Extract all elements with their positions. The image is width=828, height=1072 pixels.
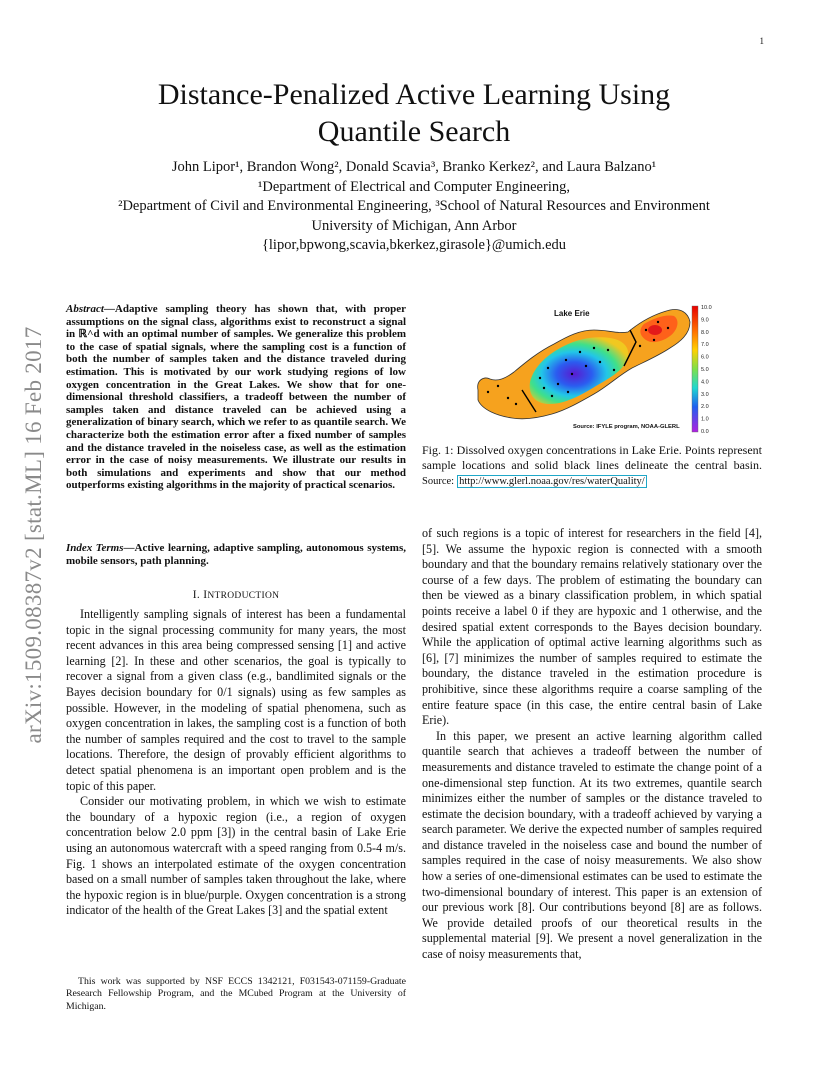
abstract-label: Abstract — [66, 303, 104, 315]
author-names: John Lipor¹, Brandon Wong², Donald Scavia³, Branko Kerkez², and Laura Balzano¹ — [171, 159, 657, 175]
left-column-body — [66, 607, 406, 919]
paper-title — [0, 76, 828, 150]
colorbar — [692, 306, 698, 432]
right-column-body — [422, 526, 762, 963]
arxiv-identifier: arXiv:1509.08387v2 [stat.ML] 16 Feb 2017 — [21, 326, 46, 744]
index-terms — [66, 542, 406, 567]
abstract — [66, 303, 406, 492]
footnote: This work was supported by NSF ECCS 1342121, F031543-071159-Graduate Research Fellowship Program, and the MCubed Program at the University of Michigan. — [66, 976, 406, 1012]
author-block — [0, 158, 828, 256]
section-title-rest: NTRODUCTION — [207, 591, 280, 601]
author-emails: {lipor,bpwong,scavia,bkerkez,girasole}@umich.edu — [261, 237, 567, 253]
title-line-1: Distance-Penalized Active Learning Using — [157, 78, 671, 111]
index-terms-label: Index Terms — [66, 542, 124, 554]
map-title: Lake Erie — [554, 309, 590, 318]
abstract-text: —Adaptive sampling theory has shown that, with proper assumptions on the signal class, algorithms exist to reconstruct a signal in ℝ^d with an optimal number of samples. We generalize this problem to the case of spatial signals, where the sampling cost is a function of both the number of samples taken and the distance traveled during estimation. This is motivated by our work studying regions of low oxygen concentration in the Great Lakes. We show that for one-dimensional threshold classifiers, a tradeoff between the number of samples taken and distance traveled can be achieved using a generalization of binary search, which we refer to as quantile search. We characterize both the estimation error after a fixed number of samples and the distance traveled in the noiseless case, as well as the estimation error in the case of noisy measurements. We illustrate our results in both simulations and experiments and show that our method outperforms existing algorithms in the majority of practical scenarios. — [66, 303, 406, 492]
caption-source-label: Source: — [422, 475, 455, 487]
page-number: 1 — [759, 36, 764, 46]
paragraph: of such regions is a topic of interest for researchers in the field [4], [5]. We assume the hypoxic region is connected with a smooth boundary and that the boundary remains relatively stationary over the course of a few days. The problem of estimating the boundary can then be viewed as a binary classification problem, in which spatial points receive a label 0 if they are hypoxic and 1 otherwise, and the desired spatial extent corresponds to the Bayes decision boundary. While the application of optimal active learning algorithms such as [6], [7] minimizes the number of samples required to estimate the boundary, the distance traveled in the estimation procedure is prohibitive, since these algorithms require a coarse sampling of the entire feature space (in this case, the entire central basin of Lake Erie). — [422, 526, 762, 728]
section-first-letter: I — [203, 589, 208, 601]
colorbar-label: 5.0 — [701, 367, 709, 373]
colorbar-label: 2.0 — [701, 404, 709, 411]
title-line-2: Quantile Search — [317, 115, 511, 148]
colorbar-label: 1.0 — [701, 416, 709, 423]
paragraph: In this paper, we present an active learning algorithm called quantile search that achieves a tradeoff between the number of measurements and distance traveled to estimate the change point of a one-dimensional step function. At its two extremes, quantile search minimizes either the number of samples or the distance traveled to estimate the decision boundary, with a tradeoff achieved by varying a search parameter. We derive the expected number of samples required and distance traveled in the noiseless case and bound the number of samples required in the case of noisy measurements. We also show how a series of one-dimensional estimates can be used to estimate the two-dimensional boundary of interest. This paper is an extension of our previous work [8]. Our contributions beyond [8] are as follows. We provide detailed proofs of our theoretical results in the supplemental material [9]. We present a novel generalization in the case of noisy measurements that, — [422, 728, 762, 962]
paragraph: Consider our motivating problem, in which we wish to estimate the boundary of a hypoxic region (i.e., a region of oxygen concentration below 2.0 ppm [3]) in the central basin of Lake Erie using an autonomous watercraft with a speed ranging from 0.5-4 m/s. Fig. 1 shows an interpolated estimate of the oxygen concentration based on a small number of samples taken throughout the lake, where the hypoxic region is in blue/purple. Oxygen concentration is a strong indicator of the health of the Great Lakes [3] and the spatial extent — [66, 794, 406, 918]
index-terms-text: —Active learning, adaptive sampling, autonomous systems, mobile sensors, path planning. — [66, 542, 406, 567]
colorbar-label: 7.0 — [701, 342, 709, 349]
lake-erie-map — [468, 300, 718, 435]
caption-source-link[interactable]: http://www.glerl.noaa.gov/res/waterQuality/ — [459, 475, 645, 487]
lake-erie-figure — [468, 300, 718, 435]
colorbar-label: 6.0 — [701, 354, 709, 361]
section-numeral: I. — [192, 589, 201, 601]
affiliation-2: ²Department of Civil and Environmental Engineering, ³School of Natural Resources and Environment — [118, 198, 710, 214]
colorbar-label: 9.0 — [701, 317, 709, 324]
arxiv-sidebar — [14, 290, 54, 780]
paragraph: Intelligently sampling signals of interest has been a fundamental topic in the signal processing community for many years, the most recent advances in this area being compressed sensing [1] and active learning [2]. In these and other scenarios, the goal is typically to recover a signal from a given class (e.g., bandlimited signals or the Bayes decision boundary for 0/1 signals) using as few samples as possible. However, in the modeling of spatial phenomena, such as oxygen concentration in lakes, the sampling cost is a function of both the number of samples required and the cost to travel to the sample locations. Therefore, the design of provably efficient algorithms to detect spatial phenomena is an important open problem and is the topic of this paper. — [66, 607, 406, 793]
colorbar-label: 10.0 — [701, 305, 712, 311]
colorbar-label: 8.0 — [701, 329, 709, 336]
caption-text: Fig. 1: Dissolved oxygen concentrations in Lake Erie. Points represent sample locations and solid black lines delineate the central basin. — [422, 443, 762, 472]
affiliation-1: ¹Department of Electrical and Computer Engineering, — [258, 178, 570, 195]
colorbar-label: 0.0 — [701, 429, 709, 435]
colorbar-label: 4.0 — [701, 379, 709, 386]
section-heading — [66, 589, 406, 601]
map-source: Source: IFYLE program, NOAA-GLERL — [573, 424, 680, 430]
affiliation-3: University of Michigan, Ann Arbor — [311, 217, 517, 234]
figure-caption — [422, 443, 762, 489]
colorbar-label: 3.0 — [701, 391, 709, 398]
